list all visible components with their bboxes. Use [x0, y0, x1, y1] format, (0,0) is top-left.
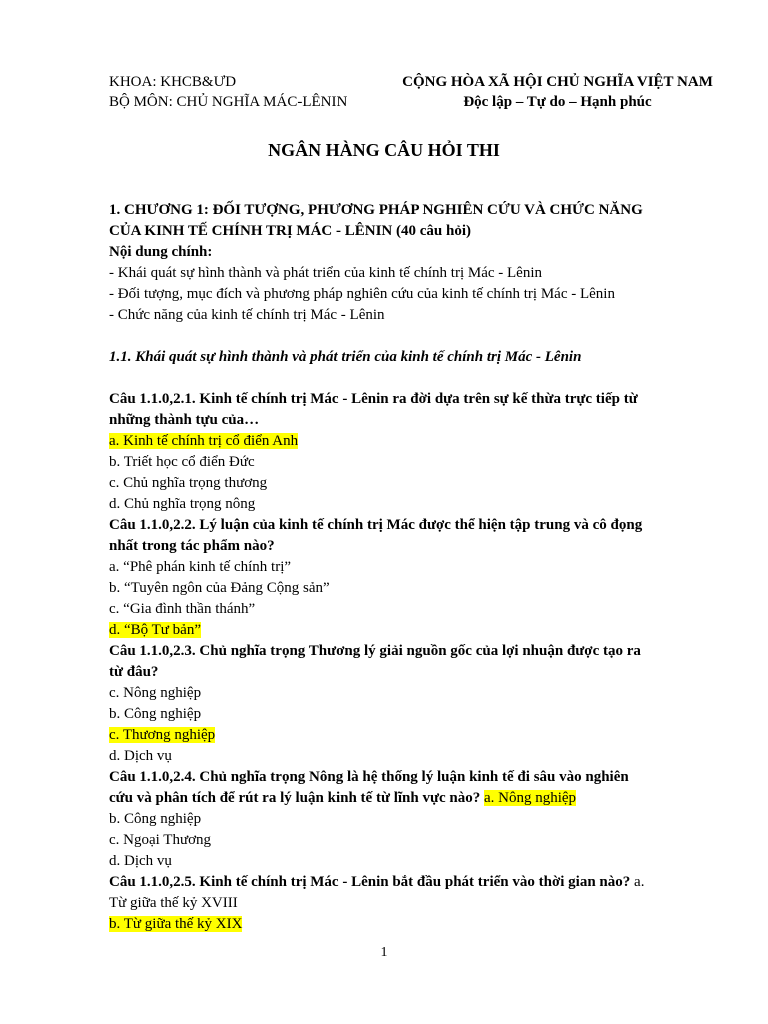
answer-option: a. “Phê phán kinh tế chính trị”: [109, 559, 292, 575]
question-3-line-1: Câu 1.1.0,2.3. Chủ nghĩa trọng Thương lý giải nguồn gốc của lợi nhuận được tạo ra: [109, 643, 641, 659]
answer-option: b. Công nghiệp: [109, 706, 202, 722]
answer-option: c. Chủ nghĩa trọng thương: [109, 475, 268, 491]
question-1-line-1: Câu 1.1.0,2.1. Kinh tế chính trị Mác - Lênin ra đời dựa trên sự kế thừa trực tiếp từ: [109, 391, 638, 407]
answer-option: b. Công nghiệp: [109, 811, 202, 827]
header-left: [109, 72, 347, 112]
chapter-heading-line-1: 1. CHƯƠNG 1: ĐỐI TƯỢNG, PHƯƠNG PHÁP NGHIÊN CỨU VÀ CHỨC NĂNG: [109, 202, 643, 218]
answer-option: d. Dịch vụ: [109, 853, 172, 869]
answer-option: d. Dịch vụ: [109, 748, 172, 764]
answer-option: a. Nông nghiệp: [483, 790, 577, 806]
answer-option: b. “Tuyên ngôn của Đảng Cộng sản”: [109, 580, 330, 596]
question-4-line-1: Câu 1.1.0,2.4. Chủ nghĩa trọng Nông là hệ thống lý luận kinh tế đi sâu vào nghiên: [109, 769, 629, 785]
country-name: CỘNG HÒA XÃ HỘI CHỦ NGHĨA VIỆT NAM: [402, 74, 713, 90]
header-right: [397, 72, 718, 112]
department-line: BỘ MÔN: CHỦ NGHĨA MÁC-LÊNIN: [109, 94, 348, 110]
question-5-line-1: [109, 872, 709, 893]
answer-option: b. Triết học cổ điển Đức: [109, 454, 255, 470]
motto: Độc lập – Tự do – Hạnh phúc: [463, 94, 652, 110]
content-item: - Chức năng của kinh tế chính trị Mác - Lênin: [109, 307, 385, 323]
question-2-line-1: Câu 1.1.0,2.2. Lý luận của kinh tế chính trị Mác được thể hiện tập trung và cô đọng: [109, 517, 643, 533]
content-label: Nội dung chính:: [109, 244, 213, 260]
answer-option: c. Thương nghiệp: [109, 727, 216, 743]
document-body: [109, 200, 709, 935]
answer-option: c. Nông nghiệp: [109, 685, 202, 701]
answer-option-prefix: a.: [634, 874, 645, 890]
content-item: - Đối tượng, mục đích và phương pháp nghiên cứu của kinh tế chính trị Mác - Lênin: [109, 286, 615, 302]
answer-option: d. “Bộ Tư bản”: [109, 622, 201, 638]
question-3-line-2: từ đâu?: [109, 664, 159, 680]
chapter-heading-line-2: CỦA KINH TẾ CHÍNH TRỊ MÁC - LÊNIN (40 câu hỏi): [109, 223, 471, 239]
answer-option: a. Kinh tế chính trị cổ điển Anh: [109, 433, 299, 449]
section-title: 1.1. Khái quát sự hình thành và phát triển của kinh tế chính trị Mác - Lênin: [109, 349, 582, 365]
question-1-line-2: những thành tựu của…: [109, 412, 260, 428]
page-number: 1: [380, 945, 388, 960]
document-title: NGÂN HÀNG CÂU HỎI THI: [268, 140, 500, 160]
answer-option: d. Chủ nghĩa trọng nông: [109, 496, 256, 512]
question-4-line-2: [109, 788, 709, 809]
content-item: - Khái quát sự hình thành và phát triển của kinh tế chính trị Mác - Lênin: [109, 265, 543, 281]
answer-option: c. Ngoại Thương: [109, 832, 212, 848]
faculty-line: KHOA: KHCB&ƯD: [109, 74, 237, 90]
question-5-text: Câu 1.1.0,2.5. Kinh tế chính trị Mác - Lênin bắt đầu phát triển vào thời gian nào?: [109, 874, 631, 890]
answer-option: c. “Gia đình thần thánh”: [109, 601, 256, 617]
answer-option: b. Từ giữa thế kỷ XIX: [109, 916, 243, 932]
question-4-text: cứu và phân tích để rút ra lý luận kinh tế từ lĩnh vực nào?: [109, 790, 481, 806]
answer-option: Từ giữa thế kỷ XVIII: [109, 895, 238, 911]
question-2-line-2: nhất trong tác phẩm nào?: [109, 538, 275, 554]
